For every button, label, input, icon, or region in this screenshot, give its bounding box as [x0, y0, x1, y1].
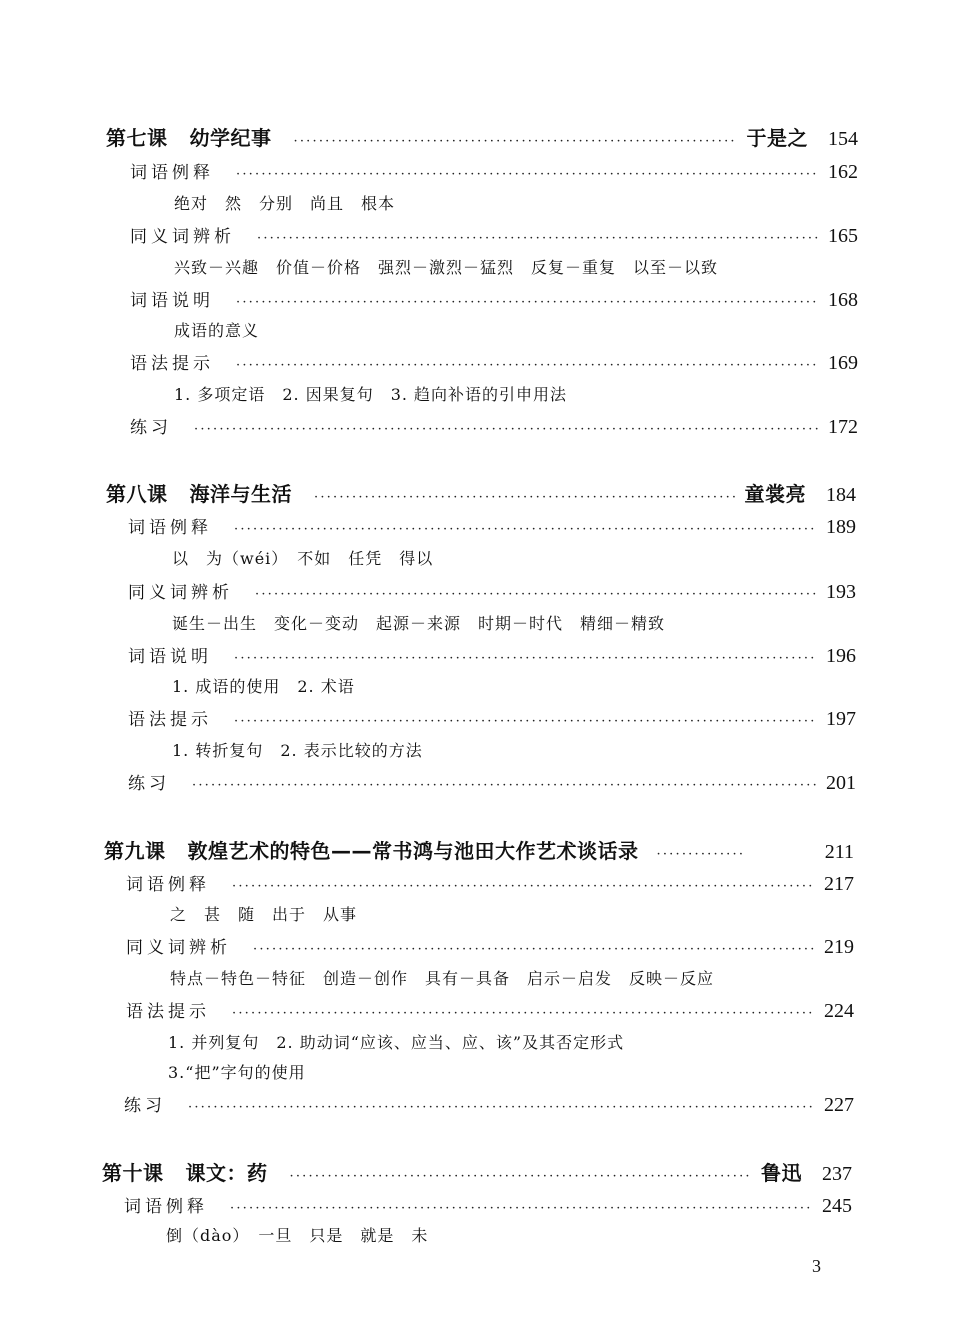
leader-dots — [232, 879, 814, 894]
lesson-author: 童裳亮 — [744, 482, 806, 506]
section-title: 词语例释 — [130, 163, 214, 183]
lesson-7-heading — [106, 122, 858, 151]
toc-section-entry — [130, 286, 858, 312]
lesson-title: 海洋与生活 — [189, 482, 292, 506]
page-number: 201 — [826, 772, 856, 794]
lesson-title: 幼学纪事 — [189, 126, 272, 150]
lesson-title: 课文：药 — [185, 1161, 268, 1185]
section-title: 词语例释 — [124, 1197, 208, 1217]
toc-section-entry — [128, 769, 856, 795]
section-title: 同义词辨析 — [126, 938, 231, 958]
toc-section-entry — [124, 1192, 852, 1218]
leader-dots — [236, 358, 818, 373]
section-title: 语法提示 — [126, 1002, 210, 1022]
page-number: 172 — [828, 416, 858, 438]
lesson-author: 于是之 — [746, 126, 808, 150]
toc-section-entry — [126, 933, 854, 959]
page-number: 165 — [828, 225, 858, 247]
lesson-number: 第十课 — [102, 1161, 164, 1185]
toc-section-entry — [126, 870, 854, 896]
lesson-10-heading — [102, 1157, 852, 1186]
section-detail: 1. 成语的使用 2. 术语 — [172, 677, 355, 696]
toc-section-entry — [126, 997, 854, 1023]
page-number: 189 — [826, 516, 856, 538]
section-detail: 绝对 然 分别 尚且 根本 — [174, 194, 396, 213]
section-detail: 以 为（wéi） 不如 任凭 得以 — [172, 549, 434, 568]
leader-dots — [294, 134, 737, 149]
section-title: 练习 — [130, 418, 172, 438]
toc-section-entry — [128, 642, 856, 668]
leader-dots — [192, 778, 816, 793]
leader-dots — [236, 167, 818, 182]
page-number: 211 — [824, 841, 854, 863]
page-number: 197 — [826, 708, 856, 730]
toc-section-entry — [130, 222, 858, 248]
section-title: 练习 — [128, 774, 170, 794]
section-title: 语法提示 — [128, 710, 212, 730]
page-number: 154 — [828, 128, 858, 150]
leader-dots — [257, 231, 818, 246]
leader-dots — [255, 587, 816, 602]
leader-dots — [234, 714, 816, 729]
leader-dots — [194, 422, 818, 437]
page-number: 184 — [826, 484, 856, 506]
section-detail: 1. 多项定语 2. 因果复句 3. 趋向补语的引申用法 — [174, 385, 568, 404]
lesson-author: 鲁迅 — [761, 1161, 802, 1185]
toc-section-entry — [124, 1091, 854, 1117]
toc-section-entry — [128, 513, 856, 539]
page-number: 224 — [824, 1000, 854, 1022]
page-number: 245 — [822, 1195, 852, 1217]
leader-dots — [657, 847, 745, 862]
leader-dots — [236, 295, 818, 310]
page-number: 219 — [824, 936, 854, 958]
page-number: 168 — [828, 289, 858, 311]
section-detail: 之 甚 随 出于 从事 — [170, 905, 358, 924]
section-detail: 特点－特色－特征 创造－创作 具有－具备 启示－启发 反映－反应 — [170, 969, 715, 988]
leader-dots — [234, 651, 816, 666]
leader-dots — [232, 1006, 814, 1021]
page-footer-number: 3 — [812, 1256, 821, 1276]
page-number: 162 — [828, 161, 858, 183]
section-detail: 倒（dào） 一旦 只是 就是 未 — [166, 1226, 429, 1245]
page-number: 193 — [826, 581, 856, 603]
toc-section-entry — [128, 705, 856, 731]
toc-section-entry — [130, 158, 858, 184]
lesson-number: 第九课 — [104, 839, 166, 863]
section-detail: 1. 转折复句 2. 表示比较的方法 — [172, 741, 423, 760]
toc-section-entry — [130, 349, 858, 375]
section-detail: 1. 并列复句 2. 助动词“应该、应当、应、该”及其否定形式 — [168, 1033, 625, 1052]
leader-dots — [253, 942, 814, 957]
section-title: 词语说明 — [128, 647, 212, 667]
page-number: 196 — [826, 645, 856, 667]
section-detail: 3.“把”字句的使用 — [168, 1063, 306, 1082]
section-title: 词语说明 — [130, 291, 214, 311]
toc-section-entry — [128, 578, 856, 604]
leader-dots — [188, 1100, 814, 1115]
section-title: 同义词辨析 — [130, 227, 235, 247]
leader-dots — [234, 522, 816, 537]
leader-dots — [314, 490, 735, 505]
lesson-9-heading — [104, 835, 854, 864]
section-title: 语法提示 — [130, 354, 214, 374]
section-title: 词语例释 — [128, 518, 212, 538]
page-number: 237 — [822, 1163, 852, 1185]
lesson-title: 敦煌艺术的特色——常书鸿与池田大作艺术谈话录 — [187, 839, 639, 863]
section-detail: 兴致－兴趣 价值－价格 强烈－激烈－猛烈 反复－重复 以至－以致 — [174, 258, 719, 277]
lesson-number: 第七课 — [106, 126, 168, 150]
toc-section-entry — [130, 413, 858, 439]
leader-dots — [290, 1169, 752, 1184]
leader-dots — [230, 1201, 812, 1216]
page-number: 227 — [824, 1094, 854, 1116]
section-title: 练习 — [124, 1096, 166, 1116]
lesson-number: 第八课 — [106, 482, 168, 506]
lesson-8-heading — [106, 478, 856, 507]
page-number: 169 — [828, 352, 858, 374]
section-title: 词语例释 — [126, 875, 210, 895]
section-detail: 诞生－出生 变化－变动 起源－来源 时期－时代 精细－精致 — [172, 614, 666, 633]
section-detail: 成语的意义 — [174, 321, 260, 340]
section-title: 同义词辨析 — [128, 583, 233, 603]
page-number: 217 — [824, 873, 854, 895]
